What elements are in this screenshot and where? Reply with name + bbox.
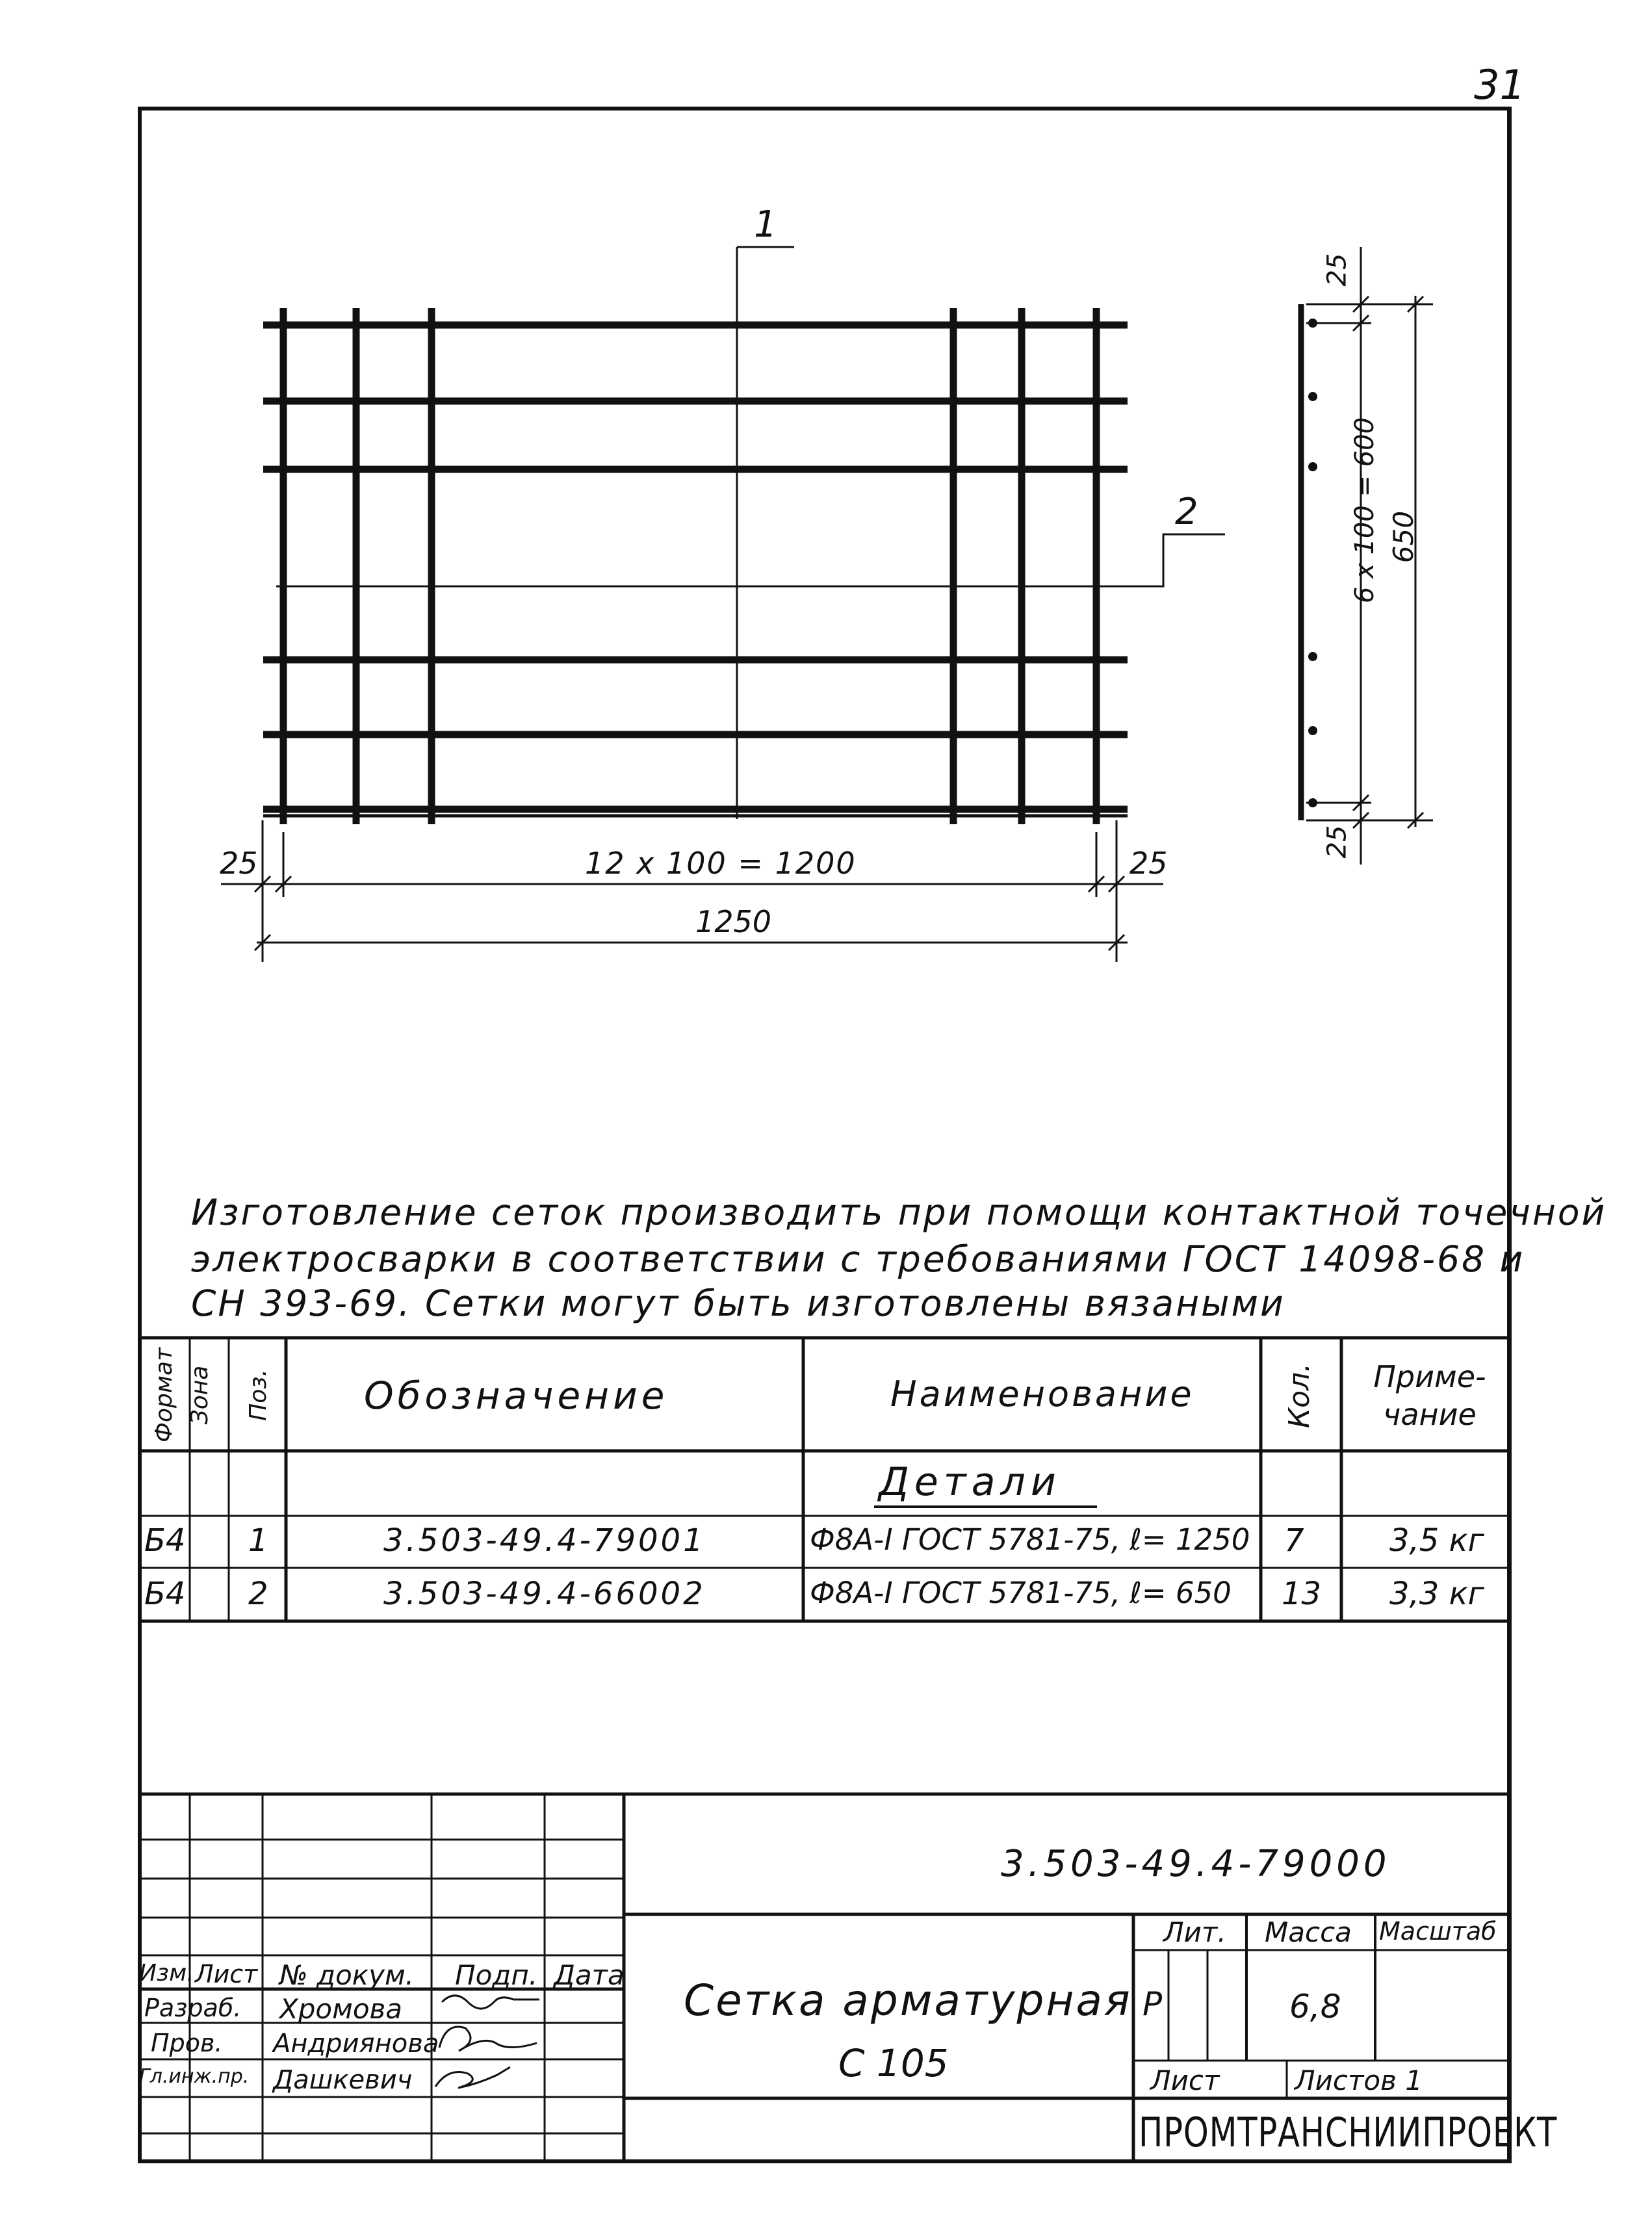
- col-list: Лист: [195, 1960, 258, 1988]
- role-prov: Пров.: [151, 2029, 223, 2057]
- mass-value: 6,8: [1289, 1988, 1341, 2025]
- lit-value: Р: [1142, 1985, 1163, 2023]
- hdr-name: Наименование: [890, 1374, 1194, 1414]
- title-line-2: С 105: [838, 2041, 949, 2085]
- lit-label: Лит.: [1163, 1916, 1226, 1948]
- hdr-zone: Зона: [187, 1365, 213, 1425]
- col-date: Дата: [554, 1959, 625, 1991]
- leader-label-1: 1: [754, 203, 777, 246]
- row1-qty: 7: [1284, 1522, 1304, 1559]
- row1-note: 3,5 кг: [1389, 1522, 1484, 1559]
- row2-name: Ф8А-I ГОСТ 5781-75, ℓ= 650: [810, 1576, 1232, 1610]
- note-line-3: СН 393-69. Сетки могут быть изготовлены вязаными: [191, 1283, 1285, 1324]
- dim-right-label: 25: [1129, 846, 1168, 881]
- doc-code: 3.503-49.4-79000: [1001, 1843, 1391, 1885]
- hdr-qty: Кол.: [1283, 1362, 1316, 1429]
- leader-label-2: 2: [1175, 491, 1198, 533]
- row2-note: 3,3 кг: [1389, 1576, 1484, 1612]
- sig-text-2: [455, 2028, 457, 2029]
- hdr-format: Формат: [151, 1347, 177, 1443]
- row2-qty: 13: [1282, 1576, 1322, 1612]
- note-line-2: электросварки в соответствии с требованиями ГОСТ 14098-68 и: [191, 1238, 1525, 1280]
- role-razrab: Разраб.: [144, 1994, 242, 2022]
- dim-total-label: 1250: [695, 904, 772, 939]
- row1-name: Ф8А-I ГОСТ 5781-75, ℓ= 1250: [810, 1522, 1250, 1557]
- side-dim-top-label: 25: [1322, 253, 1352, 287]
- section-title: Детали: [879, 1459, 1061, 1505]
- side-dim-total-label: 650: [1387, 510, 1419, 564]
- row2-designation: 3.503-49.4-66002: [383, 1576, 706, 1612]
- sig-text-3: [455, 2067, 456, 2068]
- row1-designation: 3.503-49.4-79001: [383, 1522, 706, 1559]
- hdr-designation: Обозначение: [364, 1374, 669, 1418]
- role-gl-inzh: Гл.инж.пр.: [139, 2065, 250, 2088]
- sheet-label: Лист: [1150, 2064, 1220, 2096]
- side-dim-spacing-label: 6 x 100 = 600: [1350, 417, 1380, 604]
- row2-pos: 2: [248, 1576, 268, 1612]
- organization: ПРОМТРАНСНИИПРОЕКТ: [1139, 2109, 1558, 2156]
- note-line-1: Изготовление сеток производить при помощи контактной точечной: [191, 1192, 1607, 1233]
- page-number: 31: [1474, 61, 1525, 109]
- mass-label: Масса: [1265, 1916, 1352, 1948]
- scale-label: Масштаб: [1379, 1917, 1497, 1946]
- name-gl-inzh: Дашкевич: [273, 2065, 413, 2095]
- title-line-1: Сетка арматурная: [684, 1975, 1132, 2025]
- name-razrab: Хромова: [279, 1993, 402, 2025]
- col-doc-no: № докум.: [279, 1959, 415, 1991]
- hdr-pos: Поз.: [245, 1369, 272, 1421]
- side-dim-bottom-label: 25: [1322, 825, 1352, 859]
- row1-pos: 1: [248, 1522, 268, 1559]
- hdr-note: Приме-чание: [1373, 1359, 1486, 1432]
- row2-format: Б4: [144, 1576, 186, 1612]
- row1-format: Б4: [144, 1522, 186, 1559]
- dim-spacing-label: 12 x 100 = 1200: [585, 846, 857, 881]
- dim-left-label: 25: [220, 846, 258, 881]
- col-izm: Изм.: [139, 1960, 194, 1986]
- sig-text-1: [455, 1989, 456, 1990]
- col-sign: Подп.: [455, 1959, 538, 1991]
- name-prov: Андриянова: [273, 2029, 439, 2059]
- sheets-label: Листов 1: [1295, 2064, 1423, 2096]
